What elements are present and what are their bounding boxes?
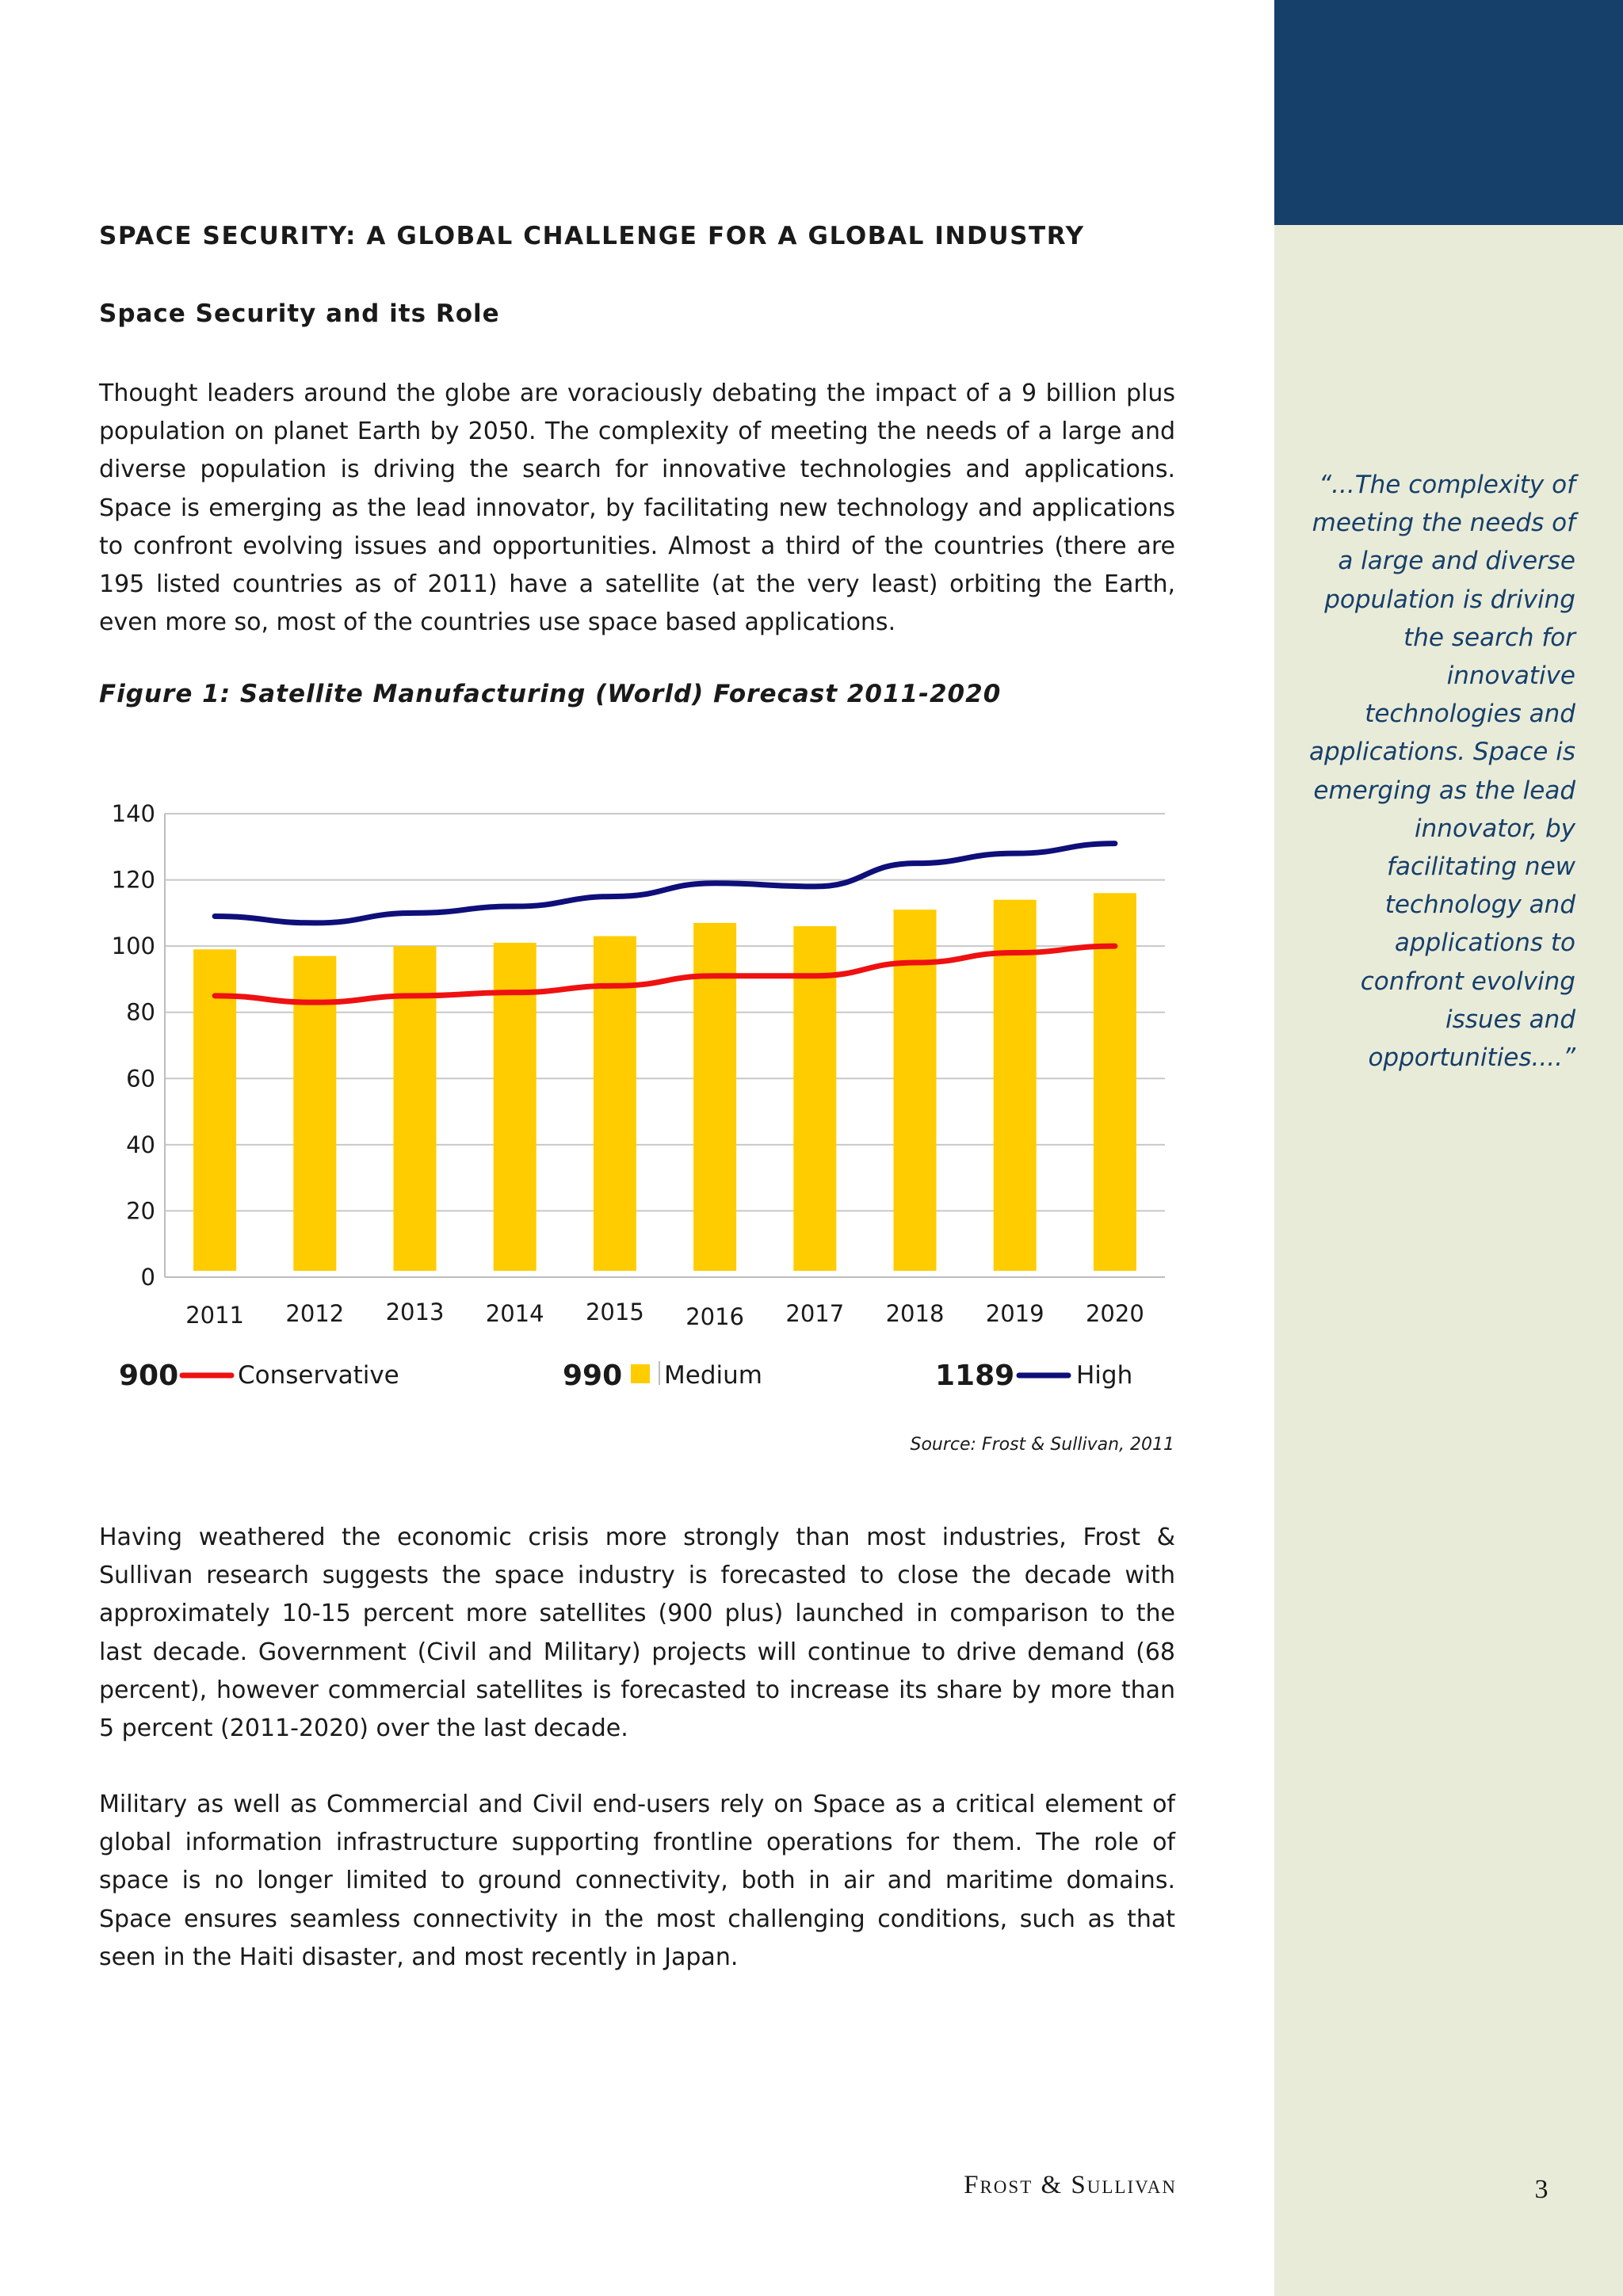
y-tick-label: 20 [126, 1197, 155, 1225]
legend-total: 900 [119, 1360, 179, 1392]
legend-total: 990 [563, 1360, 623, 1392]
x-tick-label: 2011 [185, 1302, 245, 1329]
x-tick-label: 2013 [385, 1299, 445, 1325]
legend-label: Medium [664, 1361, 762, 1390]
x-tick-label: 2015 [585, 1299, 644, 1325]
y-tick-label: 40 [126, 1131, 155, 1158]
satellite-forecast-chart [87, 784, 1197, 1418]
page-heading: SPACE SECURITY: A GLOBAL CHALLENGE FOR A GLOBAL INDUSTRY [99, 222, 1085, 250]
x-tick-label: 2016 [685, 1303, 745, 1330]
y-tick-label: 0 [140, 1264, 155, 1291]
x-tick-label: 2012 [285, 1300, 345, 1327]
x-tick-label: 2019 [985, 1300, 1044, 1327]
sidebar-panel [1274, 0, 1623, 2296]
legend-swatch [631, 1364, 650, 1383]
sidebar-header-block [1274, 0, 1623, 225]
x-tick-label: 2020 [1085, 1300, 1144, 1327]
bar-medium [1094, 893, 1136, 1271]
chart-source: Source: Frost & Sullivan, 2011 [910, 1435, 1174, 1455]
x-tick-label: 2014 [485, 1300, 544, 1327]
x-tick-label: 2017 [785, 1300, 845, 1327]
figure-caption: Figure 1: Satellite Manufacturing (World) Forecast 2011-2020 [99, 680, 1002, 708]
footer-brand: Frost & Sullivan [964, 2171, 1177, 2199]
series-line-conservative [215, 946, 1115, 1002]
y-tick-label: 60 [126, 1065, 155, 1093]
section-subheading: Space Security and its Role [99, 299, 500, 328]
legend-label: High [1076, 1361, 1133, 1390]
pull-quote: “...The complexity of meeting the needs of a large and diverse population is driving the search for innovative technologies and applications. Space is emerging as the lead innovator, by facilitating new technology and applications to confront evolving issues and opportunities....” [1309, 471, 1575, 1073]
page-number: 3 [1534, 2175, 1549, 2204]
x-tick-label: 2018 [885, 1300, 945, 1327]
body-paragraph-military: Military as well as Commercial and Civil end-users rely on Space as a critical element of global information infrastructure supporting frontline operations for them. The role of space is no longer limited to ground connectivity, both in air and maritime domains. Space ensures seamless connectivity in the most challenging conditions, such as that seen in the Haiti disaster, and most recently in Japan. [99, 1791, 1175, 1971]
legend-total: 1189 [935, 1360, 1015, 1392]
y-tick-label: 120 [111, 866, 155, 894]
y-tick-label: 80 [126, 998, 155, 1026]
y-tick-label: 140 [111, 800, 155, 827]
intro-paragraph: Thought leaders around the globe are voraciously debating the impact of a 9 billion plus population on planet Earth by 2050. The complexity of meeting the needs of a large and diverse population is driving the search for innovative technologies and applications. Space is emerging as the lead innovator, by facilitating new technology and applications to confront evolving issues and opportunities. Almost a third of the countries (there are 195 listed countries as of 2011) have a satellite (at the very least) orbiting the Earth, even more so, most of the countries use space based applications. [99, 379, 1175, 637]
series-line-high [215, 844, 1115, 923]
legend-label: Conservative [238, 1361, 399, 1390]
y-tick-label: 100 [111, 933, 155, 960]
body-paragraph-economic: Having weathered the economic crisis more strongly than most industries, Frost & Sullivan research suggests the space industry is forecasted to close the decade with approximately 10-15 percent more satellites (900 plus) launched in comparison to the last decade. Government (Civil and Military) projects will continue to drive demand (68 percent), however commercial satellites is forecasted to increase its share by more than 5 percent (2011-2020) over the last decade. [99, 1524, 1175, 1743]
